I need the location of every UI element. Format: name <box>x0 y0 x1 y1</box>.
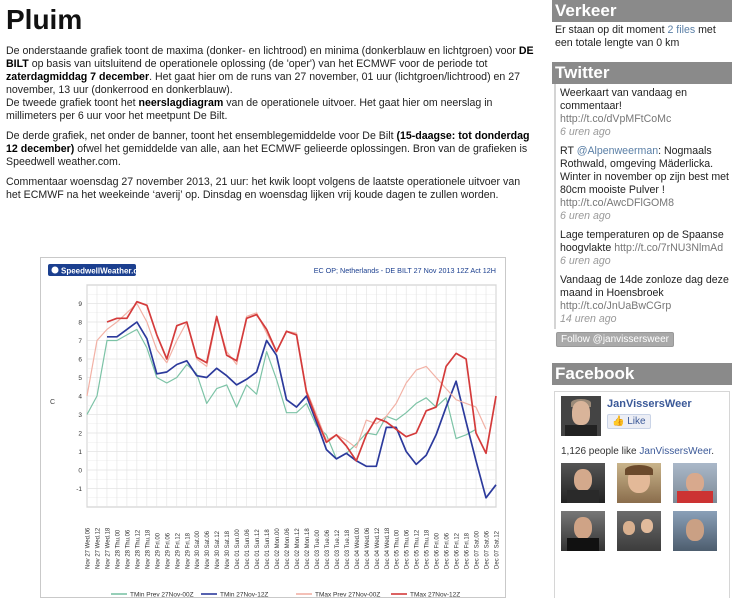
x-tick-label: Dec 04 Wed.12 <box>374 527 381 569</box>
tweet-link[interactable]: http://t.co/dVpMFtCoMc <box>560 113 672 125</box>
x-tick-label: Dec 05 Thu.18 <box>424 529 431 569</box>
x-tick-label: Dec 03 Tue.06 <box>324 529 331 569</box>
x-tick-label: Dec 02 Mon.12 <box>294 528 301 569</box>
tweet-item <box>554 142 732 226</box>
y-tick-label: 7 <box>78 338 82 345</box>
tweet-item <box>554 226 732 271</box>
x-tick-label: Dec 04 Wed.18 <box>384 527 391 569</box>
page-title: Pluim <box>6 4 83 35</box>
x-tick-label: Dec 07 Sat.12 <box>494 530 501 569</box>
x-tick-label: Dec 05 Thu.06 <box>404 529 411 569</box>
sidebar <box>552 0 732 598</box>
x-tick-label: Dec 03 Tue.00 <box>314 529 321 569</box>
chart-brand: SpeedwellWeather.com <box>61 266 150 276</box>
comment-paragraph: Commentaar woensdag 27 november 2013, 21 uur: het kwik loopt volgens de laatste operationele uitvoer van het ECMWF na het weekeinde ‘averij’ op. Dinsdag en woensdag lijken vrij koude dagen te zullen worden. <box>6 176 521 201</box>
x-tick-label: Nov 30 Sat.12 <box>215 530 222 569</box>
facebook-heading: Facebook <box>552 363 732 385</box>
tweet-link[interactable]: http://t.co/JnUaBwCGrp <box>560 300 672 312</box>
x-tick-label: Dec 04 Wed.06 <box>364 527 371 569</box>
y-tick-label: 4 <box>78 393 82 401</box>
y-tick-label: 5 <box>78 375 82 382</box>
y-tick-label: -1 <box>76 486 82 493</box>
tweet-time[interactable]: 6 uren ago <box>560 126 611 138</box>
x-tick-label: Dec 06 Fri.00 <box>434 532 441 569</box>
x-tick-label: Dec 04 Wed.00 <box>354 527 361 569</box>
y-tick-labels <box>76 301 82 493</box>
intro-paragraph: De onderstaande grafiek toont de maxima (donker- en lichtrood) en minima (donkerblauw en lichtgroen) voor DE BILT op basis van uitsluitend de operationele oplossing (de 'oper') van het ECMWF voor de periode tot zaterdagmiddag 7 december. Het gaat hier om de runs van 27 november, 01 uur (lichtgroen/lichtrood) en 27 november, 13 uur (donkerrood en donkerblauw). De tweede grafiek toont het neerslagdiagram van de operationele uitvoer. Het gaat hier om neerslag in millimeters per 6 uur voor het meetpunt De Bilt. <box>6 45 534 122</box>
thumbs-up-icon: 👍 <box>612 416 625 427</box>
chart-svg <box>41 258 507 598</box>
tweet-link[interactable]: http://t.co/AwcDFlGOM8 <box>560 197 675 209</box>
y-tick-label: 6 <box>78 356 82 364</box>
x-tick-label: Dec 01 Sun.18 <box>265 529 272 569</box>
x-tick-label: Nov 29 Fri.18 <box>185 532 192 569</box>
x-tick-label: Nov 29 Fri.06 <box>165 532 172 569</box>
tweet-text: Lage temperaturen op de Spaanse hoogvlakte <box>560 229 724 254</box>
x-tick-label: Nov 27 Wed.18 <box>105 527 112 569</box>
tweet-time[interactable]: 14 uren ago <box>560 313 617 325</box>
x-tick-label: Nov 30 Sat.06 <box>205 530 212 569</box>
x-tick-label: Dec 02 Mon.00 <box>275 528 282 569</box>
chart-logo <box>48 264 150 276</box>
tweet-item <box>554 84 732 142</box>
x-tick-label: Dec 05 Thu.12 <box>414 529 421 569</box>
x-tick-label: Dec 07 Sat.00 <box>474 530 481 569</box>
tweet-prefix: RT <box>560 145 577 157</box>
fan-avatar[interactable] <box>561 511 605 551</box>
tweet-list <box>552 84 732 329</box>
x-tick-label: Dec 02 Mon.06 <box>285 528 292 569</box>
traffic-files-link[interactable]: 2 files <box>667 24 696 36</box>
y-tick-label: 9 <box>78 301 82 308</box>
x-tick-label: Nov 29 Fri.00 <box>155 532 162 569</box>
x-tick-label: Dec 01 Sun.00 <box>235 529 242 569</box>
tweet-item <box>554 271 732 329</box>
traffic-text: Er staan op dit moment 2 files met een totale lengte van 0 km <box>555 24 716 49</box>
fan-avatar[interactable] <box>617 511 661 551</box>
chart-title: EC OP; Netherlands - DE BILT 27 Nov 2013 12Z Act 12H <box>313 266 496 275</box>
twitter-heading: Twitter <box>552 62 732 84</box>
x-tick-label: Dec 01 Sun.06 <box>245 529 252 569</box>
x-tick-label: Nov 27 Wed.06 <box>85 527 92 569</box>
x-tick-label: Dec 06 Fri.18 <box>464 532 471 569</box>
x-tick-labels <box>86 527 501 569</box>
legend-label: TMax Prev 27Nov-00Z <box>315 591 381 598</box>
facebook-like-count: 1,126 people like JanVissersWeer. <box>561 446 715 457</box>
y-tick-label: 8 <box>78 319 82 327</box>
x-tick-label: Dec 03 Tue.18 <box>344 529 351 569</box>
legend-label: TMin Prev 27Nov-00Z <box>130 591 194 598</box>
x-tick-label: Nov 28 Thu.00 <box>115 529 122 569</box>
facebook-page-name[interactable]: JanVissersWeer <box>607 398 692 410</box>
chart-grid <box>87 285 496 507</box>
fan-avatar[interactable] <box>561 463 605 503</box>
fan-avatar[interactable] <box>673 511 717 551</box>
tweet-time[interactable]: 6 uren ago <box>560 255 611 267</box>
fan-avatar[interactable] <box>673 463 717 503</box>
x-tick-label: Nov 28 Thu.06 <box>125 529 132 569</box>
fan-avatar[interactable] <box>617 463 661 503</box>
x-tick-label: Dec 07 Sat.06 <box>484 530 491 569</box>
temperature-chart[interactable] <box>40 257 506 598</box>
facebook-fan-faces <box>561 463 723 551</box>
tweet-mention[interactable]: @Alpenweerman <box>576 145 659 157</box>
traffic-heading: Verkeer <box>552 0 732 22</box>
y-tick-label: 3 <box>78 412 82 419</box>
x-tick-label: Dec 03 Tue.12 <box>334 529 341 569</box>
x-tick-label: Nov 27 Wed.12 <box>95 527 102 569</box>
tweet-time[interactable]: 6 uren ago <box>560 210 611 222</box>
follow-button[interactable]: Follow @janvissersweer <box>556 332 674 347</box>
y-tick-label: 2 <box>78 430 82 438</box>
chart-ylabel: C <box>50 399 56 406</box>
legend-label: TMin 27Nov-12Z <box>220 591 269 598</box>
x-tick-label: Nov 30 Sat.18 <box>225 530 232 569</box>
x-tick-label: Dec 06 Fri.06 <box>444 532 451 569</box>
tweet-link[interactable]: http://t.co/7rNU3NlmAd <box>614 242 724 254</box>
article <box>6 0 536 598</box>
chart-legend <box>111 592 460 598</box>
x-tick-label: Nov 28 Thu.12 <box>135 529 142 569</box>
y-tick-label: 0 <box>78 467 82 475</box>
x-tick-label: Nov 29 Fri.12 <box>175 532 182 569</box>
facebook-avatar[interactable] <box>561 396 601 436</box>
tweet-text: : Nogmaals Rothwald, omgeving Mäderlicka. Winter in november op zijn best met 80cm mooiste Pulver ! <box>560 145 729 196</box>
x-tick-label: Dec 05 Thu.00 <box>394 529 401 569</box>
facebook-widget <box>554 391 730 598</box>
y-tick-label: 1 <box>78 449 82 456</box>
x-tick-label: Nov 28 Thu.18 <box>145 529 152 569</box>
x-tick-label: Dec 02 Mon.18 <box>304 528 311 569</box>
tweet-text: Vandaag de 14de zonloze dag deze maand in Hoensbroek <box>560 274 729 299</box>
legend-label: TMax 27Nov-12Z <box>410 591 461 598</box>
x-tick-label: Nov 30 Sat.00 <box>195 530 202 569</box>
x-tick-label: Dec 01 Sun.12 <box>255 529 262 569</box>
tweet-text: Weerkaart van vandaag en commentaar! <box>560 87 688 112</box>
ensemble-paragraph: De derde grafiek, net onder de banner, toont het ensemblegemiddelde voor De Bilt (15-daagse: tot donderdag 12 december) ofwel het gemiddelde van alle, aan het ECMWF gelieerde oplossingen. Bron van de grafieken is Speedwell weather.com. <box>6 130 530 168</box>
x-tick-label: Dec 06 Fri.12 <box>454 532 461 569</box>
facebook-like-button[interactable]: 👍 Like <box>607 414 651 429</box>
